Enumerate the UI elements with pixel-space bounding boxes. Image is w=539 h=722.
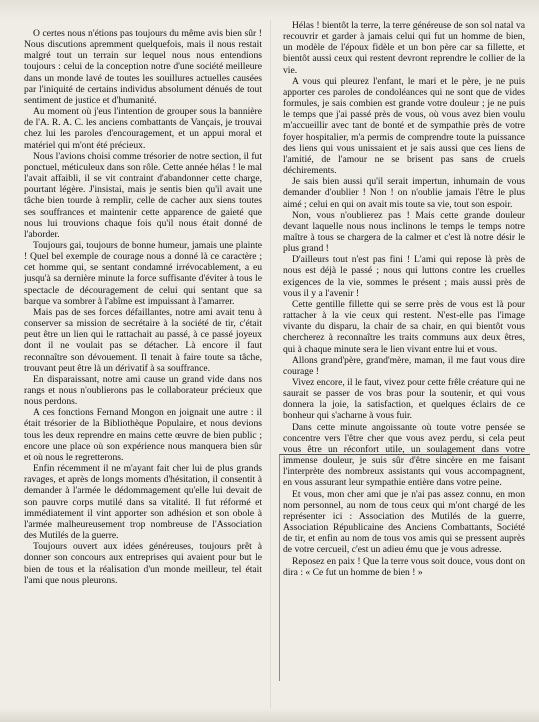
page-bottom-edge (0, 708, 539, 722)
paragraph: Non, vous n'oublierez pas ! Mais cette grande douleur devant laquelle nous nous inclinons le temps le temps notre maître à tous se chargera de la calmer et c'est là notre désir le plus grand ! (283, 209, 525, 255)
paragraph: A vous qui pleurez l'enfant, le mari et le père, je ne puis apporter ces paroles de condoléances qui ne sont que de vides formules, je sais combien est grande votre douleur ; je ne puis le temps que j'ai passé près de vous, où vous avez bien voulu m'accueillir avec tant de bonté et de sympathie près de votre foyer hospitalier, m'a permis de comprendre toute la puissance des liens qui vous unissaient et je sais aussi que ces liens de l'amitié, de l'amour ne se brisent pas sans de cruels déchirements. (283, 75, 525, 177)
paragraph: Mais pas de ses forces défaillantes, notre ami avait tenu à conserver sa mission de secrétaire à la société de tir, c'était peut être un lien qui le rattachait au passé, à ce passé joyeux dont il ne voulait pas se détacher. Là encore il faut reconnaître son dévouement. Il tenait à faire toute sa tâche, trouvant peut être là un dérivatif à sa souffrance. (24, 306, 262, 374)
left-column (24, 28, 262, 716)
paragraph: Au moment où j'eus l'intention de grouper sous la bannière de l'A. R. A. C. les anciens combattants de Vançais, je trouvai chez lui les paroles d'encouragement, et un appui moral et matériel qui m'ont été précieux. (24, 106, 262, 151)
paragraph: Vivez encore, il le faut, vivez pour cette frêle créature qui ne saurait se passer de vos bras pour la soutenir, et qui vous donnera la joie, la satisfaction, et quelques éclairs de ce bonheur qui s'acharne à vous fuir. (283, 377, 525, 422)
paragraph: Enfin récemment il ne m'ayant fait cher lui de plus grands ravages, et après de longs moments d'hésitation, il consentit à demander à l'armée le dédommagement qu'elle lui devait de son pauvre corps mutilé dans sa vitalité. Il fut réformé et immédiatement il vint apporter son adhésion et son obole à l'armée malheureusement trop nombreuse de l'Association des Mutilés de la guerre. (24, 463, 262, 542)
column-gutter (270, 20, 271, 712)
paragraph: O certes nous n'étions pas toujours du même avis bien sûr ! Nous discutions apremment quelquefois, mais il nous restait malgré tout un terrain sur lequel nous nous entendions toujours : celui de la conception notre d'une société meilleure dans un monde lavé de toutes les souillures actuelles causées par l'iniquité de certains individus absolument dénués de tout sentiment de justice et d'humanité. (24, 28, 262, 106)
paragraph: En disparaissant, notre ami cause un grand vide dans nos rangs et nous n'oublierons pas le collaborateur précieux que nous perdons. (24, 373, 262, 408)
right-column (283, 20, 525, 716)
paragraph: D'ailleurs tout n'est pas fini ! L'ami qui repose là près de nous est déjà le passé ; nous qui luttons contre les cruelles exigences de la vie, sommes le présent ; mais aussi près de vous il y a l'avenir ! (283, 254, 525, 299)
paragraph: Toujours gai, toujours de bonne humeur, jamais une plainte ! Quel bel exemple de courage nous a donné là ce caractère ; cet homme qui, se sentant condamné irrévocablement, a eu jusqu'à sa dernière minute la force suffisante d'éviter à tous le spectacle de découragement de celui qui sentant que sa barque va sombrer à l'abîme est impuissant à l'amarrer. (24, 239, 262, 307)
paragraph: A ces fonctions Fernand Mongon en joignait une autre : il était trésorier de la Bibliothèque Populaire, et nous devions tous les deux reprendre en mains cette œuvre de bien public ; encore une place où son expérience nous manquera bien sûr et où nous le regretterons. (24, 407, 262, 463)
paragraph: Toujours ouvert aux idées généreuses, toujours prêt à donner son concours aux entreprises qui avaient pour but le bien de tous et la réalisation d'un monde meilleur, tel était l'ami que nous pleurons. (24, 541, 262, 586)
paragraph: Allons grand'père, grand'mère, maman, il me faut vous dire courage ! (283, 354, 525, 377)
paragraph: Hélas ! bientôt la terre, la terre généreuse de son sol natal va recouvrir et garder à jamais celui qui fut un homme de bien, un modèle de l'époux fidèle et un bon père car sa fillette, et bientôt aussi ceux qui restent devront reprendre le collier de la vie. (283, 20, 525, 76)
paragraph: Et vous, mon cher ami que je n'ai pas assez connu, en mon nom personnel, au nom de tous ceux qui m'ont chargé de les représenter ici : Association des Mutilés de la guerre, Association Républicaine des Anciens Combattants, Société de tir, et enfin au nom de tous vos amis qui se pressent auprès de votre cercueil, c'est un adieu ému que je vous adresse. (283, 488, 525, 556)
paragraph: Je sais bien aussi qu'il serait impertun, inhumain de vous demander d'oublier ! Non ! on n'oublie jamais l'être le plus aimé ; celui en qui on avait mis toute sa vie, tout son espoir. (283, 176, 525, 210)
paragraph: Reposez en paix ! Que la terre vous soit douce, vous dont on dira : « Ce fut un homme de bien ! » (283, 555, 525, 578)
paragraph: Cette gentille fillette qui se serre près de vous est là pour rattacher à la vie ceux qui restent. N'est-elle pas l'image vivante du disparu, la chair de sa chair, en qui bientôt vous chercherez à reconnaître les traits communs aux deux êtres, qui à chaque minute sera le lien vivant entre lui et vous. (283, 298, 525, 355)
previous-page-bleed (0, 0, 539, 20)
paragraph: Dans cette minute angoissante où toute votre pensée se concentre vers l'être cher que vous avez perdu, si cela peut vous être un réconfort utile, un soulagement dans votre immense douleur, je suis sûr d'être sincère en me faisant l'interprète des nombreux assistants qui vous accompagnent, en vous assurant leur sympathie entière dans votre peine. (283, 421, 525, 489)
paragraph: Nous l'avions choisi comme trésorier de notre section, il fut ponctuel, méticuleux dans son rôle. Cette année hélas ! le mal l'avait affaibli, il se vit contraint d'abandonner cette charge, pourtant légère. J'insistai, mais je sentis bien qu'il avait une tâche bien tourde à remplir, celle de cacher aux siens toutes ses souffrances et maintenir cette apparence de gaieté que nous lui trouvions chaque fois qu'il nous était donné de l'aborder. (24, 150, 262, 240)
